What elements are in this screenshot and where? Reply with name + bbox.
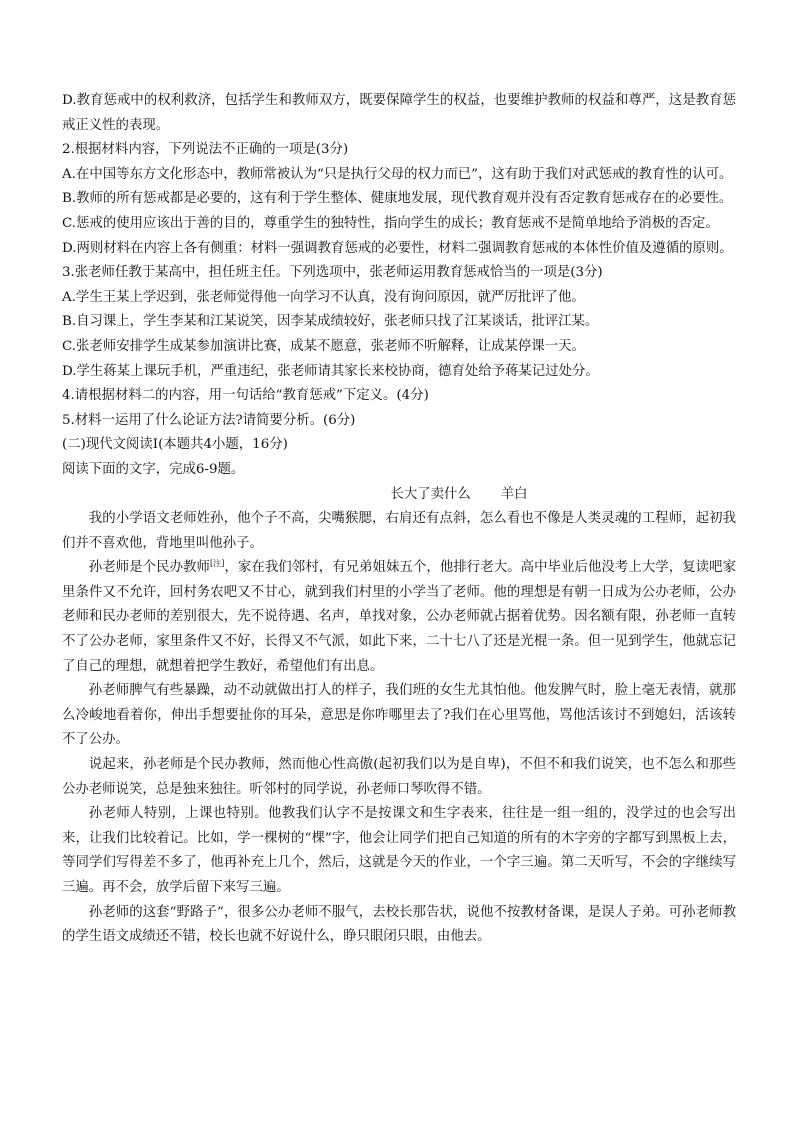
section-heading: (二)现代文阅读Ⅰ(本题共4小题，16分) [62, 437, 288, 453]
story-paragraph-6: 孙老师的这套“野路子”，很多公办老师不服气，去校长那告状，说他不按教材备课，是误人子弟。可孙老师教的学生语文成绩还不错，校长也就不好说什么，睁只眼闭只眼，由他去。 [62, 904, 736, 945]
q3-option-b: B.自习课上，学生李某和江某说笑，因李某成绩较好，张老师只找了江某谈话，批评江某。 [62, 314, 599, 330]
story-title: 长大了卖什么 [390, 486, 471, 502]
story-paragraph-2-start: 孙老师是个民办教师 [88, 560, 210, 576]
q3-option-c: C.张老师安排学生成某参加演讲比赛，成某不愿意，张老师不听解释，让成某停课一天。 [62, 338, 585, 354]
q2-option-b: B.教师的所有惩戒都是必要的，这有利于学生整体、健康地发展，现代教育观并没有否定教育惩戒存在的必要性。 [62, 191, 733, 207]
q2-option-d: D.两则材料在内容上各有侧重：材料一强调教育惩戒的必要性，材料二强调教育惩戒的本体性价值及遵循的原则。 [62, 240, 733, 256]
story-title-line [62, 483, 736, 508]
story-paragraph-2-rest: ，家在我们邻村，有兄弟姐妹五个，他排行老大。高中毕业后他没考上大学，复读吧家里条件又不允许，回村务农吧又不甘心，就到我们村里的小学当了老师。他的理想是有朝一日成为公办老师，公办老师和民办老师的差别很大，先不说待遇、名声，单找对象，公办老师就占据着优势。因名额有限，孙老师一直转不了公办老师，家里条件又不好，长得又不气派，如此下来，二十七八了还是光棍一条。但一见到学生，他就忘记了自己的理想，就想着把学生教好，希望他们有出息。 [62, 560, 737, 674]
question-4: 4.请根据材料二的内容，用一句话给“教育惩戒”下定义。(4分) [62, 388, 429, 404]
story-paragraph-2 [62, 556, 736, 679]
footnote-marker: [注] [209, 559, 225, 569]
reading-instruction: 阅读下面的文字，完成6-9题。 [62, 461, 245, 477]
story-paragraph-4: 说起来，孙老师是个民办教师，然而他心性高傲(起初我们以为是自卑)，不但不和我们说笑，也不怎么和那些公办老师说笑，总是独来独往。听邻村的同学说，孙老师口琴吹得不错。 [62, 757, 736, 797]
story-paragraph-1: 我的小学语文老师姓孙，他个子不高，尖嘴猴腮，右肩还有点斜，怎么看也不像是人类灵魂的工程师，起初我们并不喜欢他，背地里叫他孙子。 [62, 511, 736, 551]
q2-option-a: A.在中国等东方文化形态中，教师常被认为“只是执行父母的权力而已”，这有助于我们对武惩戒的教育性的认可。 [62, 166, 733, 182]
story-paragraph-5: 孙老师人特别，上课也特别。他教我们认字不是按课文和生字表来，往往是一组一组的，没学过的也会写出来，让我们比较着记。比如，学一棵树的“棵”字，他会让同学们把自己知道的所有的木字旁的字都写到黑板上去，等同学们写得差不多了，他再补充上几个，然后，这就是今天的作业，一个字三遍。第二天听写，不会的字继续写三遍。再不会，放学后留下来写三遍。 [62, 806, 736, 895]
q2-option-c: C.惩戒的使用应该出于善的目的，尊重学生的独特性，指向学生的成长；教育惩戒不是简单地给予消极的否定。 [62, 215, 719, 231]
story-paragraph-3: 孙老师脾气有些暴躁，动不动就做出打人的样子，我们班的女生尤其怕他。他发脾气时，脸上毫无表情，就那么冷峻地看着你，伸出手想要扯你的耳朵，意思是你咋哪里去了?我们在心里骂他，骂他活该讨不到媳妇，活该转不了公办。 [62, 683, 736, 748]
question-5: 5.材料一运用了什么论证方法?请简要分析。(6分) [62, 412, 356, 428]
story-author: 羊白 [500, 486, 528, 502]
q3-option-a: A.学生王某上学迟到，张老师觉得他一向学习不认真，没有询问原因，就严厉批评了他。 [62, 289, 585, 305]
question-2: 2.根据材料内容，下列说法不正确的一项是(3分) [62, 142, 349, 158]
document-page [62, 89, 736, 950]
q3-option-d: D.学生蒋某上课玩手机，严重违纪，张老师请其家长来校协商，德育处给予蒋某记过处分。 [62, 363, 599, 379]
question-3: 3.张老师任教于某高中，担任班主任。下列选项中，张老师运用教育惩戒恰当的一项是(3分) [62, 265, 603, 281]
q1-option-d: D.教育惩戒中的权利救济，包括学生和教师双方，既要保障学生的权益，也要维护教师的权益和尊严，这是教育惩戒正义性的表现。 [62, 93, 736, 133]
